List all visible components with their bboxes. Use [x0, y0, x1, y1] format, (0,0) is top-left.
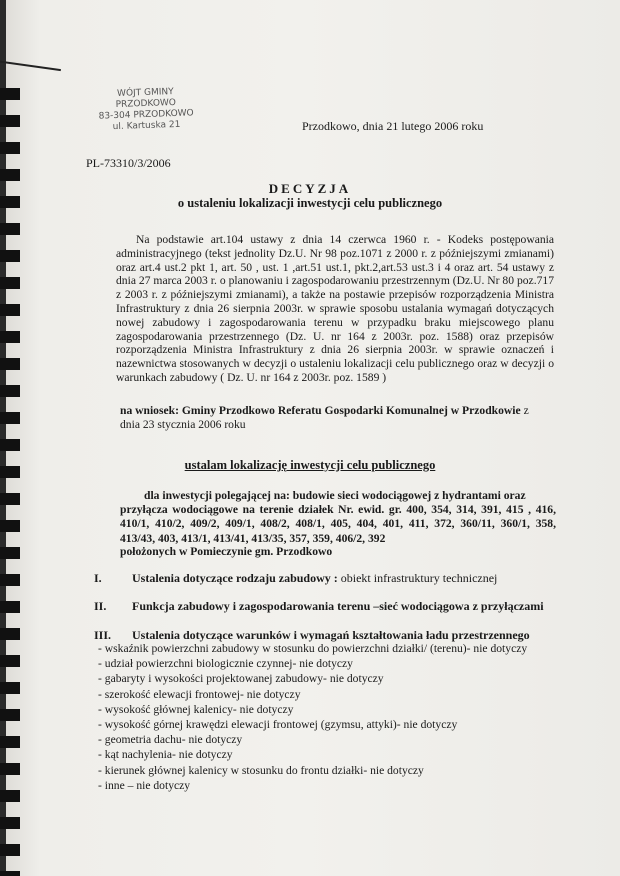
reference-number: PL-73310/3/2006	[86, 156, 171, 170]
list-item: - szerokość elewacji frontowej- nie dotyczy	[98, 687, 548, 702]
request-paragraph	[120, 404, 540, 432]
investment-parcels: przyłącza wodociągowe na terenie działek Nr. ewid. gr. 400, 354, 314, 391, 415 , 416, 410/1, 410/2, 409/2, 409/1, 408/2, 408/1, 405, 404, 401, 411, 372, 360/11, 360/1, 358, 413/43, 403, 413/1, 413/41, 413/35, 357, 359, 406/2, 392	[120, 503, 556, 545]
request-label: na wniosek:	[120, 404, 179, 417]
document-title: DECYZJA	[268, 181, 352, 196]
list-item: - inne – nie dotyczy	[98, 778, 548, 793]
stamp-line-2: 83-304 PRZODKOWO	[98, 108, 194, 122]
list-item: - wskaźnik powierzchni zabudowy w stosunku do powierzchni działki/ (terenu)- nie dotyczy	[98, 641, 548, 656]
list-item: - kierunek głównej kalenicy w stosunku do frontu działki- nie dotyczy	[98, 763, 548, 778]
document-subtitle: o ustaleniu lokalizacji inwestycji celu publicznego	[177, 196, 443, 210]
section-iii-number: III.	[94, 628, 112, 642]
investment-location: położonych w Pomieczynie gm. Przodkowo	[120, 545, 333, 558]
list-item: - wysokość górnej krawędzi elewacji frontowej (gzymsu, attyki)- nie dotyczy	[98, 717, 548, 732]
conditions-list	[98, 641, 548, 793]
list-item: - wysokość głównej kalenicy- nie dotyczy	[98, 702, 548, 717]
list-item: - gabaryty i wysokości projektowanej zabudowy- nie dotyczy	[98, 671, 548, 686]
place-and-date: Przodkowo, dnia 21 lutego 2006 roku	[302, 119, 484, 133]
corner-fold-line	[0, 0, 69, 71]
office-stamp	[87, 86, 204, 134]
list-item: - kąt nachylenia- nie dotyczy	[98, 747, 548, 762]
request-date: z dnia 23 stycznia 2006 roku	[120, 404, 529, 431]
section-i-number: I.	[94, 571, 102, 585]
section-ii-number: II.	[94, 599, 107, 613]
resolution-heading: ustalam lokalizację inwestycji celu publicznego	[184, 458, 436, 472]
investment-description	[120, 489, 556, 546]
section-i	[94, 571, 497, 586]
request-applicant: Gminy Przodkowo Referatu Gospodarki Komunalnej w Przodkowie	[181, 404, 521, 417]
list-item: - geometria dachu- nie dotyczy	[98, 732, 548, 747]
section-ii-heading: Funkcja zabudowy i zagospodarowania terenu –sieć wodociągowa z przyłączami	[132, 599, 544, 613]
stamp-line-3: ul. Kartuska 21	[112, 119, 181, 133]
stamp-line-1: WÓJT GMINY PRZODKOWO	[115, 87, 177, 111]
legal-basis-paragraph: Na podstawie art.104 ustawy z dnia 14 czerwca 1960 r. - Kodeks postępowania administracyjnego (tekst jednolity Dz.U. Nr 98 poz.1071 z 2000 r. z późniejszymi zmianami) oraz art.4 ust.2 pkt 1, art. 50 , ust. 1 ,art.51 ust.1, pkt.2,art.53 ust.3 i 4 oraz art. 54 ustawy z dnia 27 marca 2003 r. o planowaniu i zagospodarowaniu przestrzennym (Dz.U. Nr 80 poz.717 z 2003 r. z późniejszymi zmianami), a także na postawie przepisów rozporządzenia Ministra Infrastruktury z dnia 26 sierpnia 2003r. w sprawie sposobu ustalania wymagań dotyczących nowej zabudowy i zagospodarowania terenu w przypadku braku miejscowego planu zagospodarowania przestrzennego (Dz. U. nr 164 z 2003r. poz. 1588) oraz przepisów rozporządzenia Ministra Infrastruktury z dnia 26 sierpnia 2003r. w sprawie oznaczeń i nazewnictwa stosowanych w decyzji o ustaleniu lokalizacji celu publicznego oraz w decyzji o warunkach zabudowy ( Dz. U. nr 164 z 2003r. poz. 1589 )	[116, 233, 554, 384]
investment-line-1: dla inwestycji polegającej na: budowie sieci wodociągowej z hydrantami oraz	[144, 489, 526, 502]
section-iii-heading: Ustalenia dotyczące warunków i wymagań kształtowania ładu przestrzennego	[132, 628, 530, 642]
list-item: - udział powierzchni biologicznie czynnej- nie dotyczy	[98, 656, 548, 671]
section-ii	[94, 599, 544, 614]
section-i-heading: Ustalenia dotyczące rodzaju zabudowy :	[132, 571, 338, 585]
section-i-value: obiekt infrastruktury technicznej	[337, 571, 498, 585]
